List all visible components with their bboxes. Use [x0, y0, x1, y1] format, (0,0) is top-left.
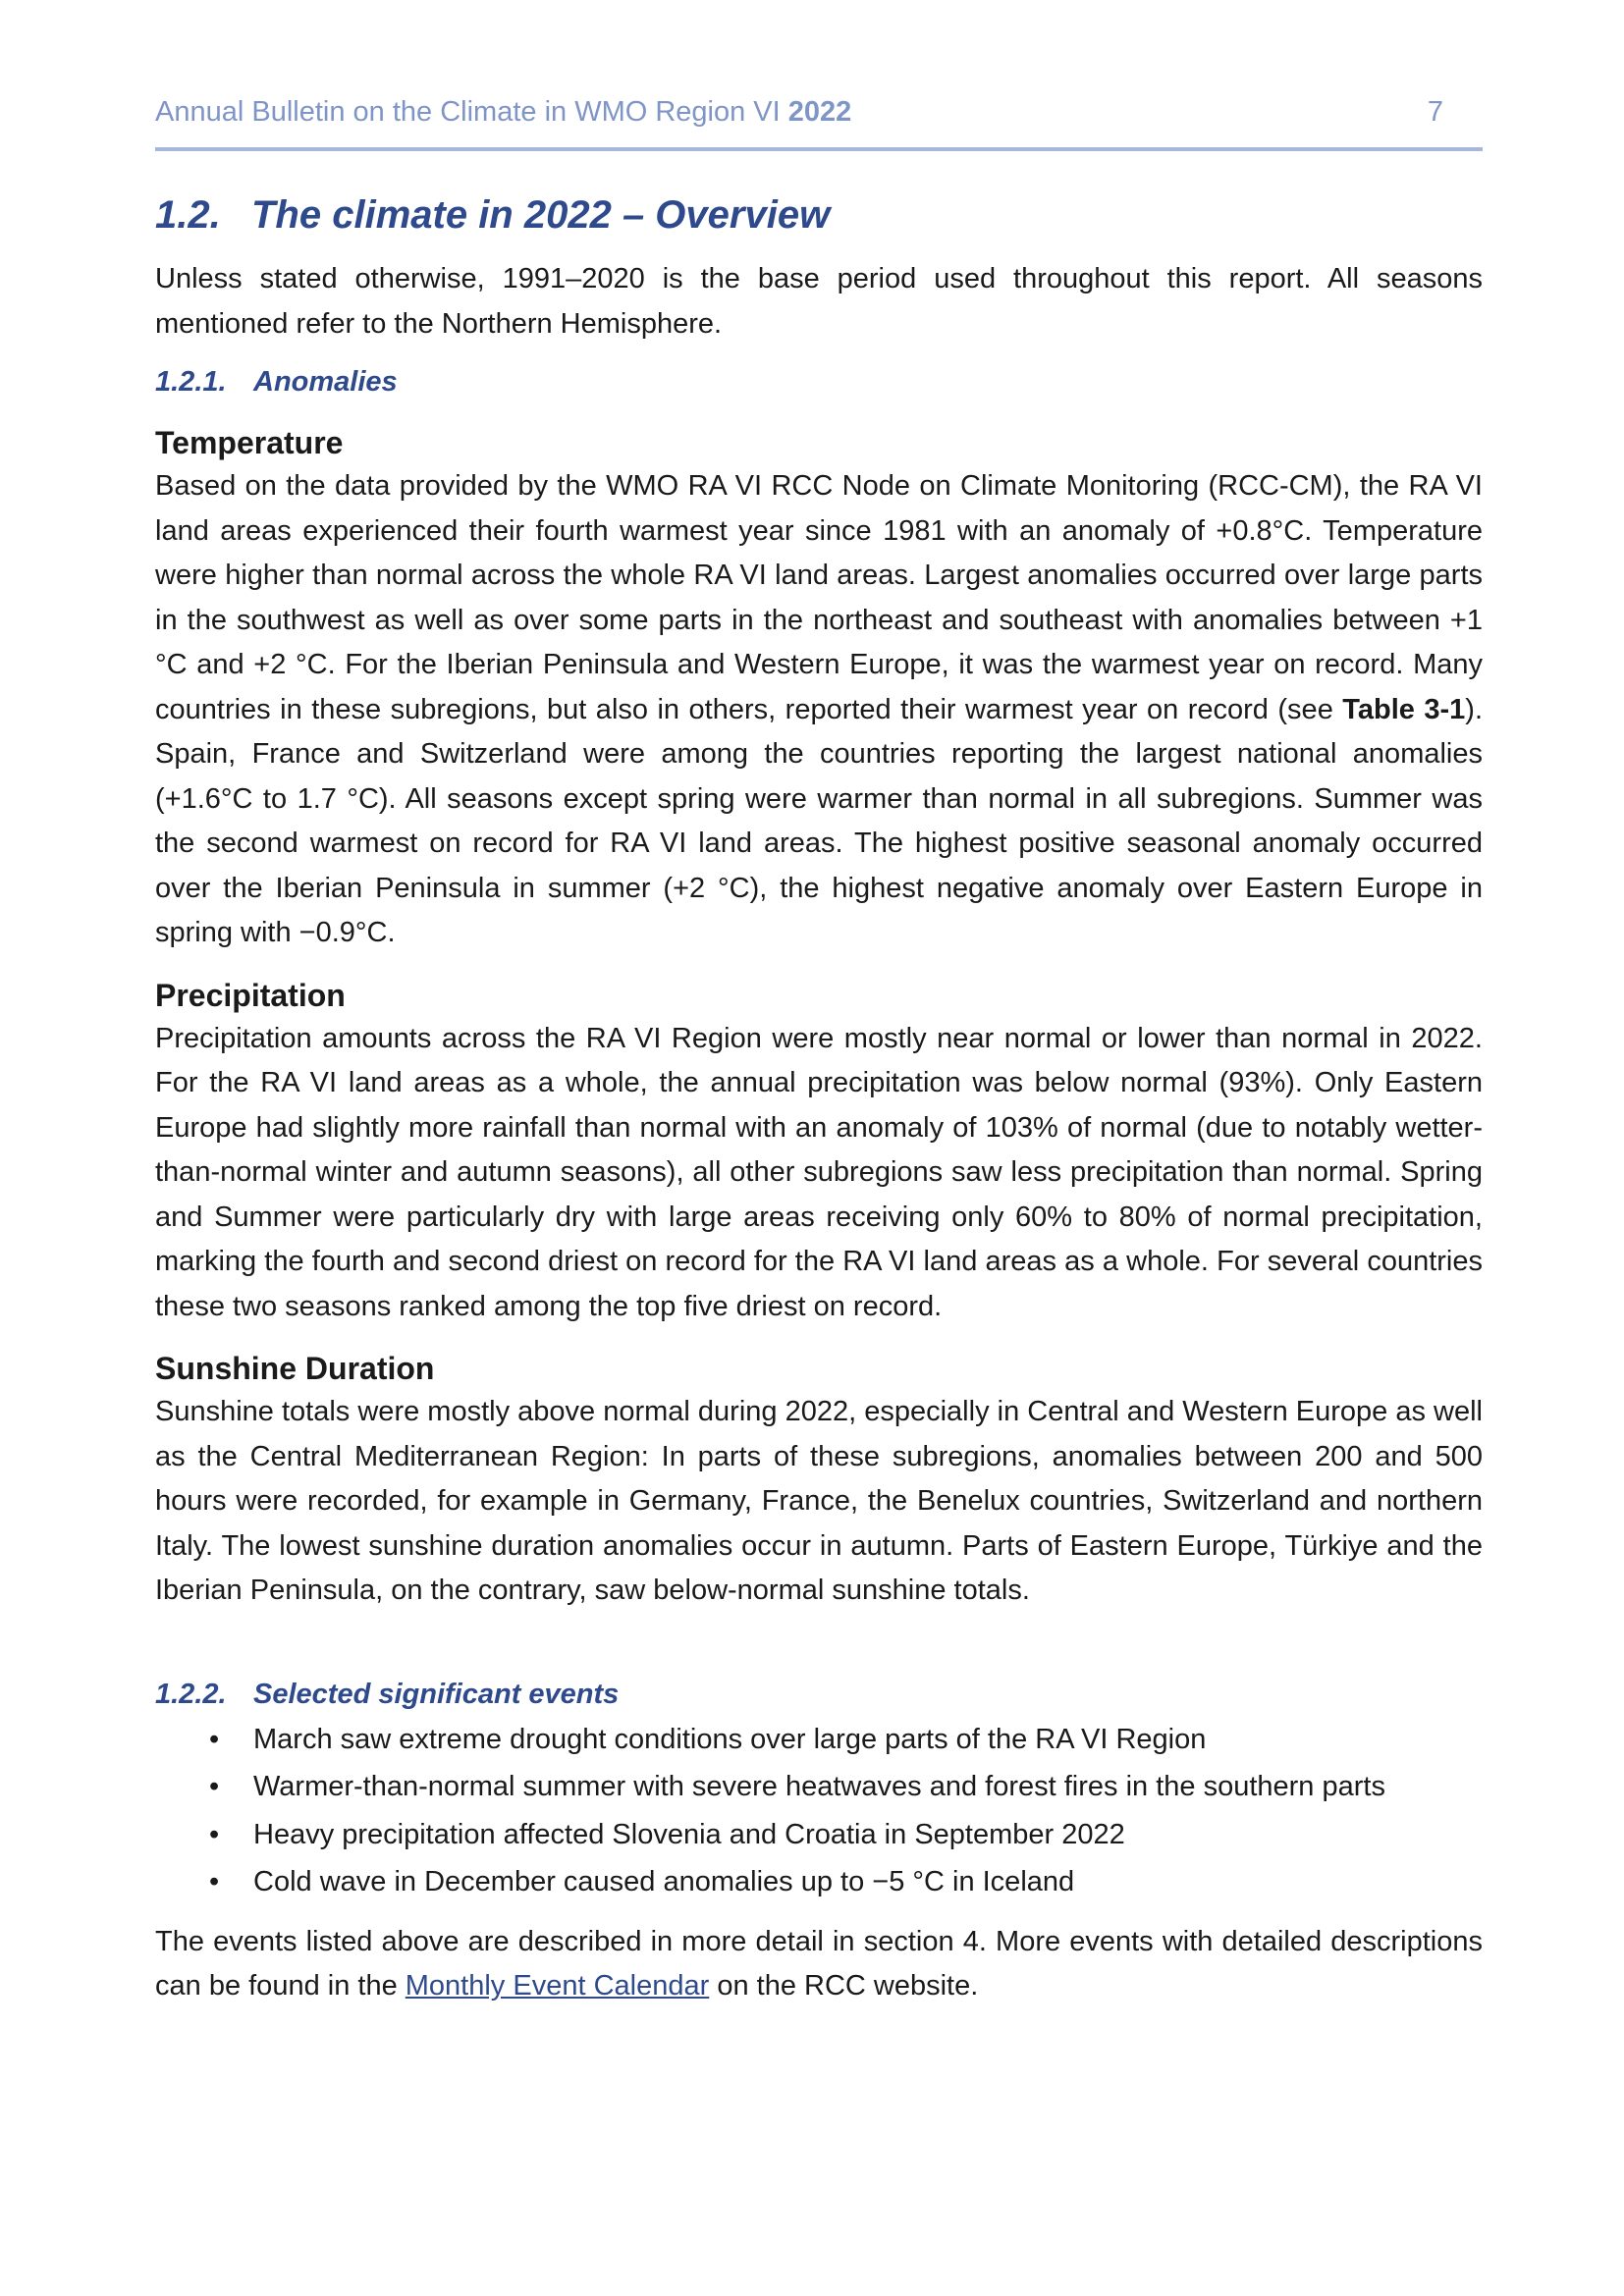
bullet-marker: • [209, 1723, 220, 1755]
bullet-marker: • [209, 1771, 220, 1802]
closing-paragraph: The events listed above are described in more detail in section 4. More events with detailed descriptions can be found in the Monthly Event Calendar on the RCC website. [155, 1925, 1483, 2002]
page-number: 7 [1427, 96, 1443, 128]
sunshine-paragraph: Sunshine totals were mostly above normal during 2022, especially in Central and Western Europe as well as the Central Mediterranean Region: In parts of these subregions, anomalies between 200 and 500 hours were recorded, for example in Germany, France, the Benelux countries, Switzerland and northern Italy. The lowest sunshine duration anomalies occur in autumn. Parts of Eastern Europe, Türkiye and the Iberian Peninsula, on the contrary, saw below-normal sunshine totals. [155, 1396, 1483, 1606]
bullet-marker: • [209, 1866, 220, 1897]
subsection-anomalies-heading [155, 360, 1483, 403]
page-content [155, 188, 1483, 2009]
section-number: 1.2. [155, 193, 221, 237]
subsection-events-heading [155, 1673, 1483, 1716]
events-list [155, 1716, 1483, 1906]
temperature-paragraph: Based on the data provided by the WMO RA VI RCC Node on Climate Monitoring (RCC-CM), the RA VI land areas experienced their fourth warmest year since 1981 with an anomaly of +0.8°C. Temperature were higher than normal across the whole RA VI land areas. Largest anomalies occurred over large parts in the southwest as well as over some parts in the northeast and southeast with anomalies between +1 °C and +2 °C. For the Iberian Peninsula and Western Europe, it was the warmest year on record. Many countries in these subregions, but also in others, reported their warmest year on record (see Table 3-1). Spain, France and Switzerland were among the countries reporting the largest national anomalies (+1.6°C to 1.7 °C). All seasons except spring were warmer than normal in all subregions. Summer was the second warmest on record for RA VI land areas. The highest positive seasonal anomaly occurred over the Iberian Peninsula in summer (+2 °C), the highest negative anomaly over Eastern Europe in spring with −0.9°C. [155, 470, 1483, 948]
precipitation-paragraph: Precipitation amounts across the RA VI Region were mostly near normal or lower than normal in 2022. For the RA VI land areas as a whole, the annual precipitation was below normal (93%). Only Eastern Europe had slightly more rainfall than normal with an anomaly of 103% of normal (due to notably wetter-than-normal winter and autumn seasons), all other subregions saw less precipitation than normal. Spring and Summer were particularly dry with large areas receiving only 60% to 80% of normal precipitation, marking the fourth and second driest on record for the RA VI land areas as a whole. For several countries these two seasons ranked among the top five driest on record. [155, 1022, 1483, 1322]
page-header [155, 96, 1483, 151]
precipitation-heading: Precipitation [155, 977, 346, 1013]
monthly-event-calendar-link[interactable]: Monthly Event Calendar [405, 1970, 710, 2002]
list-item: • Warmer-than-normal summer with severe heatwaves and forest fires in the southern parts [155, 1763, 1483, 1811]
subsection-number: 1.2.2. [155, 1678, 227, 1710]
subsection-title: Anomalies [253, 366, 398, 398]
header-title: Annual Bulletin on the Climate in WMO Region VI 2022 [155, 96, 852, 128]
list-item: • Heavy precipitation affected Slovenia and Croatia in September 2022 [155, 1811, 1483, 1859]
header-year: 2022 [787, 96, 852, 128]
table-reference: Table 3-1 [1342, 693, 1466, 725]
list-item: • Cold wave in December caused anomalies up to −5 °C in Iceland [155, 1858, 1483, 1906]
section-title: The climate in 2022 – Overview [251, 193, 831, 237]
sunshine-heading: Sunshine Duration [155, 1351, 435, 1386]
bullet-marker: • [209, 1818, 220, 1850]
subsection-number: 1.2.1. [155, 366, 227, 398]
intro-paragraph: Unless stated otherwise, 1991–2020 is the base period used throughout this report. All seasons mentioned refer to the Northern Hemisphere. [155, 263, 1483, 340]
section-heading [155, 188, 1483, 241]
temperature-heading: Temperature [155, 425, 344, 460]
list-item: • March saw extreme drought conditions over large parts of the RA VI Region [155, 1716, 1483, 1764]
subsection-title: Selected significant events [253, 1678, 620, 1710]
